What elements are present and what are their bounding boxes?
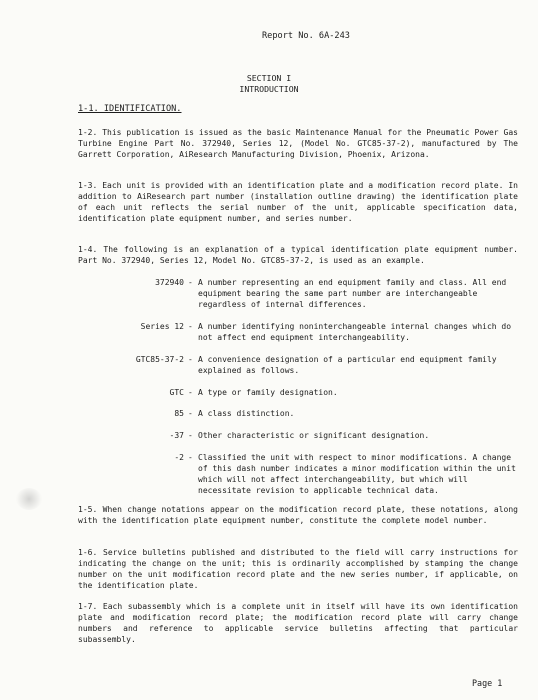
definition-dash: -	[188, 431, 193, 440]
definition-term: GTC	[169, 388, 184, 397]
scan-smudge	[16, 488, 42, 510]
definition-description: A class distinction.	[198, 409, 295, 418]
paragraph-1-4: 1-4. The following is an explanation of a typical identification plate equipment number. Part No. 372940, Series 12, Model No. GTC85-37-2, is used as an example.	[78, 245, 518, 265]
report-number: Report No. 6A-243	[262, 31, 350, 41]
definition-description: A convenience designation of a particular end equipment family explained as follows.	[198, 355, 497, 375]
paragraph-1-5: 1-5. When change notations appear on the modification record plate, these notations, along with the identification plate equipment number, constitute the complete model number.	[78, 505, 518, 525]
definition-description: Other characteristic or significant designation.	[198, 431, 430, 440]
definition-term: -37	[169, 431, 184, 440]
definition-dash: -	[188, 322, 193, 331]
definition-term: GTC85-37-2	[135, 355, 184, 364]
definition-term: 372940	[155, 278, 184, 287]
definition-dash: -	[188, 409, 193, 418]
definition-term: -2	[174, 453, 184, 462]
identification-heading: 1-1. IDENTIFICATION.	[78, 104, 182, 114]
definition-description: A number identifying noninterchangeable internal changes which do not affect end equipment interchangeability.	[198, 322, 512, 342]
paragraph-1-3: 1-3. Each unit is provided with an identification plate and a modification record plate. In addition to AiResearch part number (installation outline drawing) the identification plate of each unit reflects the serial number of the unit, applicable specification data, identification plate equipment number, and series number.	[78, 181, 518, 223]
paragraph-1-7: 1-7. Each subassembly which is a complete unit in itself will have its own identification plate and modification record plate; the modification record plate will carry change numbers and reference to applicable service bulletins affecting that particular subassembly.	[78, 602, 518, 644]
paragraph-1-2: 1-2. This publication is issued as the basic Maintenance Manual for the Pneumatic Power Gas Turbine Engine Part No. 372940, Series 12, (Model No. GTC85-37-2), manufactured by The Garrett Corporation, AiResearch Manufacturing Division, Phoenix, Arizona.	[78, 128, 518, 159]
page-number: Page 1	[472, 678, 503, 688]
definition-description: A number representing an end equipment family and class. All end equipment bearing the same part number are interchangeable regardless of internal differences.	[198, 278, 507, 309]
definition-dash: -	[188, 388, 193, 397]
section-number: SECTION I	[246, 73, 292, 83]
definition-dash: -	[188, 355, 193, 364]
definition-dash: -	[188, 453, 193, 462]
definition-dash: -	[188, 278, 193, 287]
paragraph-1-6: 1-6. Service bulletins published and distributed to the field will carry instructions for indicating the change on the unit; this is ordinarily accomplished by stamping the change number on the unit modification record plate and the new series number, if applicable, on the identification plate.	[78, 548, 518, 590]
definition-description: Classified the unit with respect to minor modifications. A change of this dash number indicates a minor modification within the unit which will not affect interchangeability, but which will necessitate revision to applicable technical data.	[198, 453, 516, 495]
section-title: INTRODUCTION	[239, 84, 299, 94]
definition-term: 85	[174, 409, 184, 418]
definition-term: Series 12	[140, 322, 184, 331]
definition-description: A type or family designation.	[198, 388, 338, 397]
